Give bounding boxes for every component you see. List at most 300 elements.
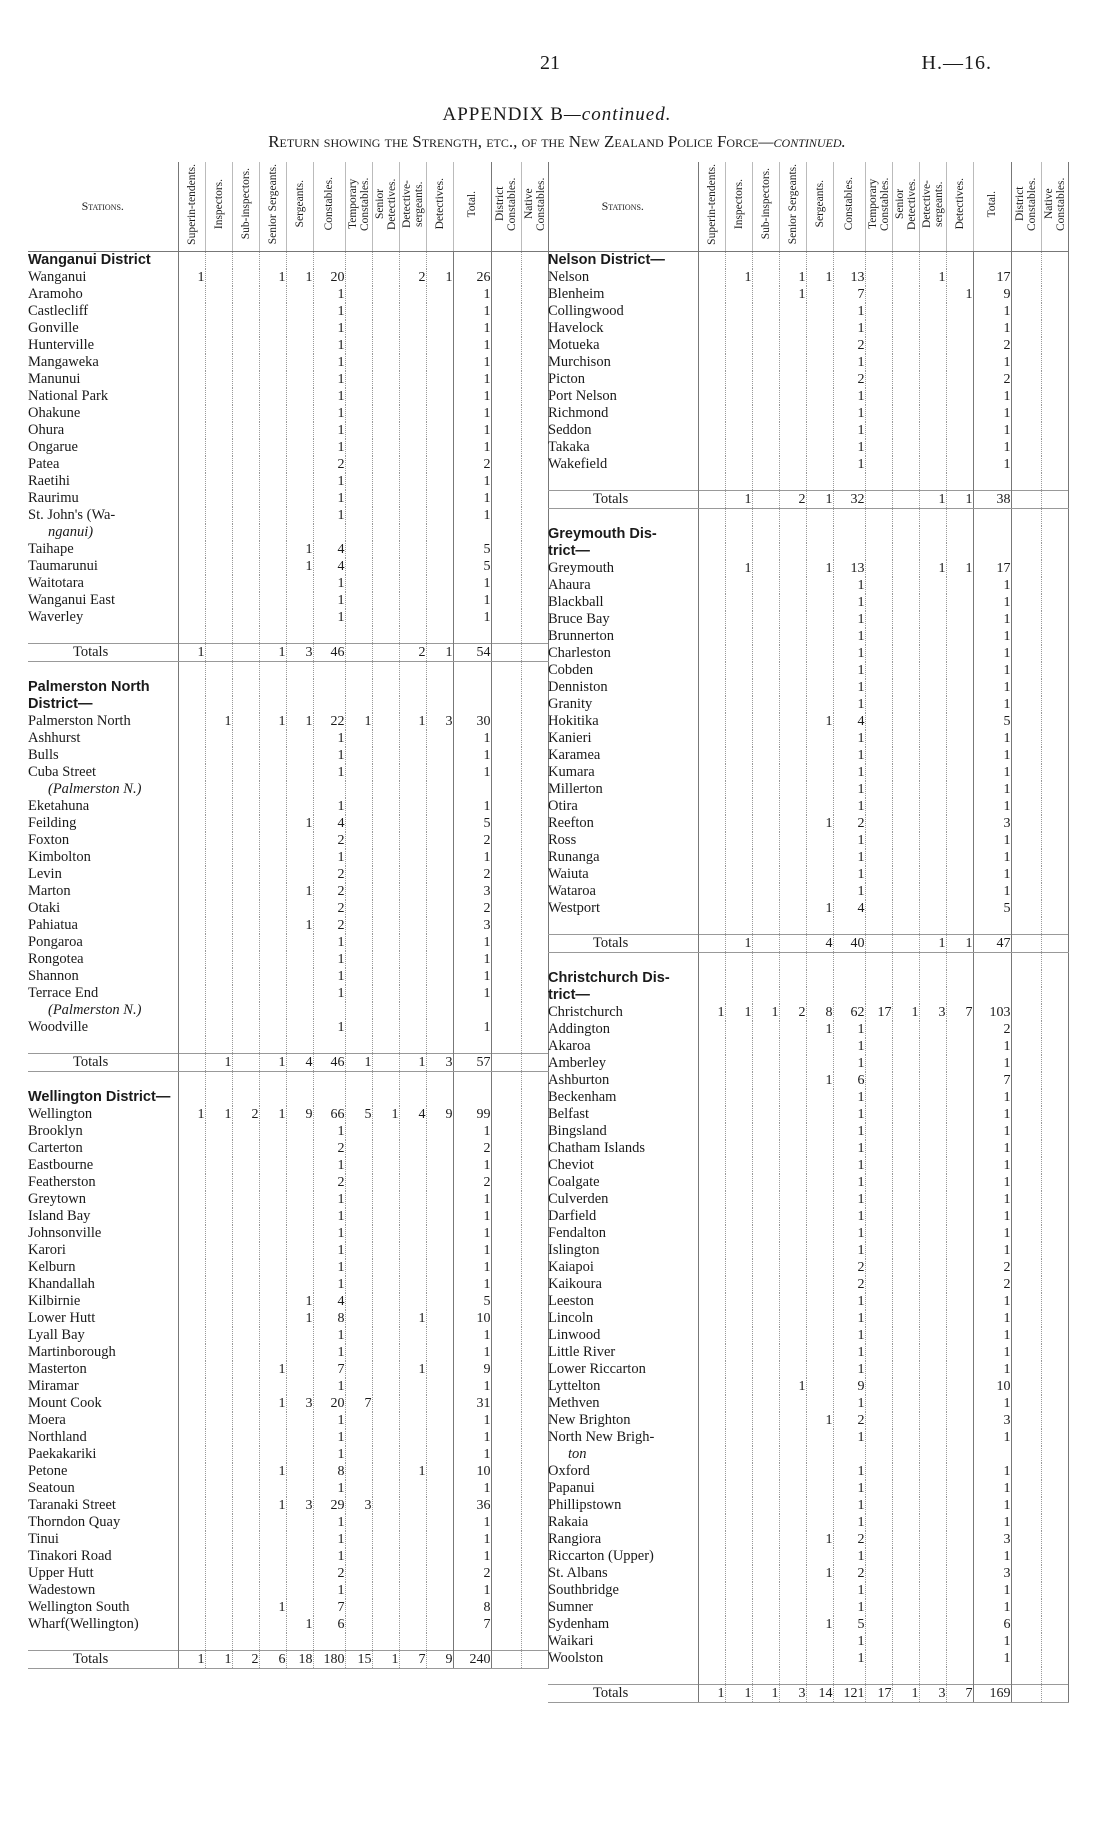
count-cell — [919, 679, 946, 696]
count-cell — [521, 1310, 548, 1327]
count-cell — [426, 934, 453, 951]
count-cell — [698, 1140, 725, 1157]
count-cell — [892, 1463, 919, 1480]
count-cell: 1 — [286, 1616, 313, 1633]
page-number: 21 — [540, 52, 560, 74]
count-cell — [919, 594, 946, 611]
count-cell — [919, 286, 946, 303]
count-cell — [946, 269, 973, 286]
count-cell — [698, 456, 725, 473]
count-cell — [865, 1140, 892, 1157]
count-cell: 1 — [313, 337, 345, 354]
count-cell — [205, 679, 232, 696]
count-cell — [232, 1242, 259, 1259]
count-cell — [919, 900, 946, 917]
count-cell — [725, 628, 752, 645]
station-name — [28, 917, 178, 934]
count-cell — [345, 968, 372, 985]
count-cell: 3 — [426, 713, 453, 730]
count-cell — [725, 953, 752, 971]
count-cell — [698, 509, 725, 527]
count-cell: 1 — [833, 388, 865, 405]
count-cell — [399, 968, 426, 985]
count-cell: 1 — [313, 1344, 345, 1361]
count-cell — [345, 252, 372, 270]
table-row — [28, 781, 548, 798]
count-cell — [313, 696, 345, 713]
count-cell: 2 — [833, 337, 865, 354]
count-cell — [345, 286, 372, 303]
count-cell — [946, 1429, 973, 1446]
count-cell — [892, 526, 919, 543]
count-cell: 2 — [399, 269, 426, 286]
count-cell — [178, 1344, 205, 1361]
count-cell — [259, 1174, 286, 1191]
count-cell — [865, 1310, 892, 1327]
count-cell — [892, 628, 919, 645]
total-cell: 2 — [453, 456, 491, 473]
count-cell — [919, 1174, 946, 1191]
station-name — [28, 1123, 178, 1140]
count-cell — [946, 1106, 973, 1123]
count-cell — [205, 1242, 232, 1259]
count-cell: 1 — [313, 1378, 345, 1395]
count-cell — [345, 1565, 372, 1582]
count-cell — [806, 679, 833, 696]
count-cell — [1041, 1599, 1068, 1616]
station-name — [28, 1327, 178, 1344]
count-cell — [491, 1123, 521, 1140]
count-cell: 1 — [313, 592, 345, 609]
count-cell — [806, 422, 833, 439]
count-cell: 3 — [426, 1054, 453, 1072]
station-name-text: Millerton — [548, 781, 603, 797]
count-cell — [426, 985, 453, 1002]
count-cell — [491, 1225, 521, 1242]
count-cell — [752, 883, 779, 900]
total-cell: 1 — [973, 1293, 1011, 1310]
station-name — [548, 1633, 698, 1650]
count-cell — [205, 1310, 232, 1327]
count-cell — [232, 541, 259, 558]
count-cell — [345, 490, 372, 507]
station-name-text: Foxton — [28, 832, 70, 848]
station-name-text: Hokitika — [548, 713, 599, 729]
station-name-text: Otira — [548, 798, 578, 814]
count-cell — [491, 662, 521, 680]
table-row — [548, 730, 1068, 747]
count-cell — [865, 1395, 892, 1412]
column-header — [232, 162, 259, 252]
total-cell — [453, 1036, 491, 1054]
count-cell — [698, 1480, 725, 1497]
station-name — [548, 269, 698, 286]
count-cell — [178, 917, 205, 934]
count-cell — [698, 1565, 725, 1582]
count-cell — [806, 320, 833, 337]
count-cell — [698, 543, 725, 560]
count-cell — [806, 662, 833, 679]
count-cell — [426, 951, 453, 968]
count-cell — [521, 626, 548, 644]
count-cell — [399, 1089, 426, 1106]
count-cell — [1041, 764, 1068, 781]
count-cell — [178, 1174, 205, 1191]
count-cell — [232, 644, 259, 662]
count-cell — [345, 405, 372, 422]
count-cell: 2 — [399, 644, 426, 662]
count-cell — [491, 1089, 521, 1106]
count-cell — [399, 439, 426, 456]
count-cell — [259, 388, 286, 405]
totals-label — [548, 491, 698, 509]
count-cell — [806, 628, 833, 645]
count-cell: 1 — [313, 1259, 345, 1276]
count-cell — [178, 422, 205, 439]
station-name-text: Blenheim — [548, 286, 605, 302]
total-cell: 1 — [973, 1038, 1011, 1055]
count-cell — [232, 269, 259, 286]
station-name-text: Christchurch — [548, 1004, 623, 1020]
count-cell — [259, 592, 286, 609]
station-name-text: Oxford — [548, 1463, 590, 1479]
total-cell: 1 — [973, 730, 1011, 747]
count-cell — [752, 354, 779, 371]
count-cell — [1041, 1174, 1068, 1191]
station-name-text: Paekakariki — [28, 1446, 97, 1462]
count-cell — [521, 849, 548, 866]
count-cell — [178, 798, 205, 815]
count-cell — [286, 1548, 313, 1565]
count-cell: 1 — [313, 473, 345, 490]
count-cell — [779, 662, 806, 679]
total-cell: 1 — [453, 1208, 491, 1225]
station-name-text: Coalgate — [548, 1174, 600, 1190]
count-cell — [752, 815, 779, 832]
count-cell — [779, 883, 806, 900]
count-cell — [1041, 1089, 1068, 1106]
count-cell — [779, 1191, 806, 1208]
table-row — [28, 473, 548, 490]
count-cell — [178, 1242, 205, 1259]
count-cell — [521, 1276, 548, 1293]
count-cell: 1 — [286, 541, 313, 558]
table-row — [548, 849, 1068, 866]
count-cell — [399, 747, 426, 764]
count-cell — [752, 1089, 779, 1106]
count-cell: 1 — [833, 1633, 865, 1650]
count-cell — [919, 1327, 946, 1344]
count-cell — [232, 883, 259, 900]
count-cell — [491, 490, 521, 507]
count-cell — [491, 422, 521, 439]
count-cell — [1041, 713, 1068, 730]
count-cell — [752, 645, 779, 662]
table-row — [548, 1582, 1068, 1599]
count-cell: 1 — [833, 1497, 865, 1514]
count-cell — [725, 1089, 752, 1106]
count-cell: 2 — [833, 815, 865, 832]
total-cell: 1 — [453, 934, 491, 951]
count-cell — [806, 1514, 833, 1531]
station-name — [548, 1327, 698, 1344]
count-cell — [232, 934, 259, 951]
count-cell — [698, 405, 725, 422]
count-cell — [919, 662, 946, 679]
count-cell — [286, 951, 313, 968]
count-cell: 1 — [178, 269, 205, 286]
count-cell — [946, 1395, 973, 1412]
count-cell — [892, 1344, 919, 1361]
station-name — [28, 1036, 178, 1054]
count-cell — [1041, 594, 1068, 611]
count-cell — [725, 1395, 752, 1412]
count-cell — [313, 1036, 345, 1054]
count-cell — [806, 1429, 833, 1446]
station-name — [28, 1276, 178, 1293]
count-cell — [426, 473, 453, 490]
station-name — [548, 560, 698, 577]
count-cell — [313, 252, 345, 270]
table-row — [548, 1021, 1068, 1038]
count-cell — [1041, 1259, 1068, 1276]
count-cell — [491, 1019, 521, 1036]
count-cell — [752, 456, 779, 473]
count-cell — [372, 592, 399, 609]
count-cell — [752, 730, 779, 747]
table-row — [28, 609, 548, 626]
count-cell — [892, 1293, 919, 1310]
count-cell: 1 — [833, 422, 865, 439]
count-cell — [946, 439, 973, 456]
count-cell — [865, 1327, 892, 1344]
count-cell — [779, 1225, 806, 1242]
count-cell: 8 — [313, 1463, 345, 1480]
count-cell — [399, 679, 426, 696]
count-cell — [865, 1208, 892, 1225]
station-name-text: Sumner — [548, 1599, 594, 1615]
count-cell — [426, 781, 453, 798]
count-cell — [806, 371, 833, 388]
count-cell: 121 — [833, 1685, 865, 1703]
district-name — [548, 970, 698, 987]
spacer-row — [548, 473, 1068, 491]
table-row — [28, 558, 548, 575]
count-cell — [286, 524, 313, 541]
count-cell — [521, 1446, 548, 1463]
station-name-text: Carterton — [28, 1140, 83, 1156]
count-cell: 1 — [833, 781, 865, 798]
count-cell — [178, 1599, 205, 1616]
count-cell — [892, 1123, 919, 1140]
count-cell — [752, 781, 779, 798]
count-cell — [399, 951, 426, 968]
station-name — [548, 303, 698, 320]
count-cell — [946, 815, 973, 832]
count-cell: 1 — [806, 815, 833, 832]
count-cell — [286, 985, 313, 1002]
count-cell — [1011, 560, 1041, 577]
count-cell — [865, 764, 892, 781]
count-cell — [865, 320, 892, 337]
total-cell: 1 — [453, 1582, 491, 1599]
count-cell — [399, 798, 426, 815]
count-cell — [491, 439, 521, 456]
count-cell — [865, 1106, 892, 1123]
count-cell — [1041, 849, 1068, 866]
station-name-text: Islington — [548, 1242, 600, 1258]
total-cell: 1 — [453, 1157, 491, 1174]
count-cell — [521, 1565, 548, 1582]
count-cell — [178, 1327, 205, 1344]
count-cell — [1041, 286, 1068, 303]
count-cell — [1011, 1293, 1041, 1310]
count-cell: 1 — [286, 558, 313, 575]
station-name — [28, 456, 178, 473]
station-name-text: Otaki — [28, 900, 61, 916]
station-name — [548, 1038, 698, 1055]
total-cell: 1 — [973, 1599, 1011, 1616]
total-cell: 1 — [973, 388, 1011, 405]
count-cell: 4 — [833, 713, 865, 730]
station-name-text: Bulls — [28, 747, 59, 763]
count-cell — [892, 1310, 919, 1327]
station-name-text: Eketahuna — [28, 798, 90, 814]
total-cell — [973, 987, 1011, 1004]
total-cell: 9 — [973, 286, 1011, 303]
station-name-text: Taihape — [28, 541, 74, 557]
table-row — [548, 1429, 1068, 1446]
count-cell — [752, 303, 779, 320]
count-cell — [259, 558, 286, 575]
count-cell — [1011, 269, 1041, 286]
count-cell — [919, 815, 946, 832]
count-cell — [806, 1225, 833, 1242]
count-cell: 1 — [313, 1123, 345, 1140]
count-cell: 7 — [946, 1685, 973, 1703]
count-cell — [232, 1497, 259, 1514]
count-cell: 46 — [313, 644, 345, 662]
count-cell — [806, 764, 833, 781]
station-name — [28, 849, 178, 866]
count-cell — [806, 611, 833, 628]
station-name-text: Totals — [593, 935, 629, 951]
total-cell: 1 — [453, 764, 491, 781]
count-cell — [698, 1395, 725, 1412]
count-cell — [1011, 662, 1041, 679]
table-row — [548, 1616, 1068, 1633]
station-name — [548, 849, 698, 866]
count-cell — [779, 628, 806, 645]
count-cell — [178, 1395, 205, 1412]
count-cell — [399, 405, 426, 422]
count-cell: 20 — [313, 269, 345, 286]
station-name — [548, 1565, 698, 1582]
count-cell — [232, 1054, 259, 1072]
count-cell — [752, 1395, 779, 1412]
count-cell: 1 — [313, 798, 345, 815]
count-cell — [833, 526, 865, 543]
table-row — [28, 1480, 548, 1497]
count-cell — [752, 1531, 779, 1548]
station-name-text: National Park — [28, 388, 109, 404]
count-cell — [399, 1548, 426, 1565]
count-cell — [806, 1310, 833, 1327]
count-cell — [946, 970, 973, 987]
count-cell — [919, 1242, 946, 1259]
count-cell — [426, 747, 453, 764]
count-cell: 1 — [313, 1208, 345, 1225]
count-cell: 1 — [259, 1054, 286, 1072]
table-row — [548, 1361, 1068, 1378]
count-cell — [698, 935, 725, 953]
count-cell — [725, 883, 752, 900]
table-row — [548, 320, 1068, 337]
column-header — [725, 162, 752, 252]
count-cell — [205, 798, 232, 815]
count-cell — [1011, 781, 1041, 798]
count-cell: 1 — [313, 1446, 345, 1463]
count-cell — [1041, 543, 1068, 560]
count-cell — [259, 849, 286, 866]
count-cell — [399, 849, 426, 866]
count-cell — [1041, 1667, 1068, 1685]
count-cell: 1 — [725, 269, 752, 286]
station-name-text: Darfield — [548, 1208, 597, 1224]
count-cell — [372, 1582, 399, 1599]
count-cell — [426, 1157, 453, 1174]
count-cell — [372, 1208, 399, 1225]
count-cell — [345, 1514, 372, 1531]
count-cell — [345, 1548, 372, 1565]
column-header — [259, 162, 286, 252]
count-cell — [725, 1038, 752, 1055]
count-cell — [725, 1208, 752, 1225]
count-cell — [1011, 1531, 1041, 1548]
station-name-text: Greymouth — [548, 560, 615, 576]
count-cell — [1041, 1191, 1068, 1208]
count-cell — [779, 1463, 806, 1480]
count-cell — [946, 883, 973, 900]
count-cell — [806, 1327, 833, 1344]
count-cell — [205, 439, 232, 456]
count-cell — [491, 713, 521, 730]
count-cell — [1041, 1650, 1068, 1667]
count-cell — [521, 1072, 548, 1090]
count-cell — [919, 1021, 946, 1038]
station-name — [548, 577, 698, 594]
count-cell — [205, 1463, 232, 1480]
count-cell — [372, 1089, 399, 1106]
count-cell — [232, 1361, 259, 1378]
count-cell — [521, 917, 548, 934]
count-cell — [1011, 1361, 1041, 1378]
count-cell: 1 — [779, 269, 806, 286]
count-cell — [205, 541, 232, 558]
count-cell — [806, 1395, 833, 1412]
count-cell — [919, 1531, 946, 1548]
count-cell — [232, 1480, 259, 1497]
count-cell — [806, 303, 833, 320]
count-cell — [725, 730, 752, 747]
count-cell — [725, 1140, 752, 1157]
count-cell — [232, 456, 259, 473]
count-cell — [399, 490, 426, 507]
count-cell — [521, 1633, 548, 1651]
table-row — [548, 1412, 1068, 1429]
count-cell: 1 — [806, 713, 833, 730]
count-cell: 1 — [313, 303, 345, 320]
